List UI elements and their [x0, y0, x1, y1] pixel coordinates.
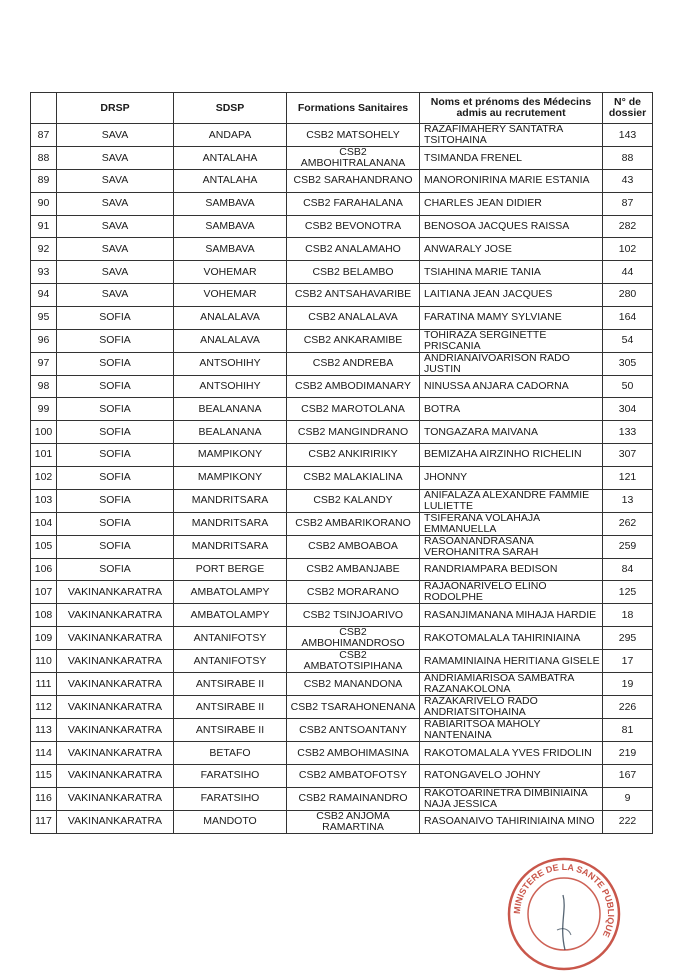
dossier-cell: 305 [603, 352, 653, 375]
dossier-cell: 295 [603, 627, 653, 650]
row-index: 115 [31, 764, 57, 787]
row-index: 102 [31, 466, 57, 489]
name-cell: RAJAONARIVELO ELINO RODOLPHE [420, 581, 603, 604]
formation-cell: CSB2 MAROTOLANA [287, 398, 420, 421]
sdsp-cell: VOHEMAR [174, 261, 287, 284]
table-row [31, 512, 653, 535]
drsp-cell: VAKINANKARATRA [57, 581, 174, 604]
table-row [31, 466, 653, 489]
row-index: 89 [31, 170, 57, 193]
name-cell: RAKOTOMALALA YVES FRIDOLIN [420, 742, 603, 765]
sdsp-cell: MANDRITSARA [174, 489, 287, 512]
name-cell: RATONGAVELO JOHNY [420, 764, 603, 787]
row-index: 87 [31, 124, 57, 147]
formation-cell: CSB2 BELAMBO [287, 261, 420, 284]
name-cell: BENOSOA JACQUES RAISSA [420, 215, 603, 238]
table-row [31, 443, 653, 466]
table-row [31, 421, 653, 444]
formation-cell: CSB2 TSINJOARIVO [287, 604, 420, 627]
name-cell: JHONNY [420, 466, 603, 489]
formation-cell: CSB2 AMBARIKORANO [287, 512, 420, 535]
name-cell: LAITIANA JEAN JACQUES [420, 283, 603, 306]
table-row [31, 124, 653, 147]
header-sdsp: SDSP [174, 93, 287, 124]
table-row [31, 261, 653, 284]
drsp-cell: VAKINANKARATRA [57, 696, 174, 719]
sdsp-cell: ANTSIRABE II [174, 696, 287, 719]
row-index: 94 [31, 283, 57, 306]
row-index: 98 [31, 375, 57, 398]
row-index: 105 [31, 535, 57, 558]
table-row [31, 673, 653, 696]
drsp-cell: VAKINANKARATRA [57, 787, 174, 810]
row-index: 110 [31, 650, 57, 673]
row-index: 99 [31, 398, 57, 421]
row-index: 111 [31, 673, 57, 696]
dossier-cell: 18 [603, 604, 653, 627]
table-row [31, 810, 653, 833]
formation-cell: CSB2 FARAHALANA [287, 192, 420, 215]
row-index: 114 [31, 742, 57, 765]
sdsp-cell: BEALANANA [174, 398, 287, 421]
table-row [31, 696, 653, 719]
table-header-row [31, 93, 653, 124]
name-cell: RASANJIMANANA MIHAJA HARDIE [420, 604, 603, 627]
table-row [31, 581, 653, 604]
table-row [31, 398, 653, 421]
sdsp-cell: FARATSIHO [174, 787, 287, 810]
drsp-cell: VAKINANKARATRA [57, 810, 174, 833]
table-row [31, 604, 653, 627]
sdsp-cell: MAMPIKONY [174, 466, 287, 489]
header-formations: Formations Sanitaires [287, 93, 420, 124]
drsp-cell: SOFIA [57, 558, 174, 581]
table-row [31, 329, 653, 352]
row-index: 107 [31, 581, 57, 604]
sdsp-cell: BEALANANA [174, 421, 287, 444]
row-index: 92 [31, 238, 57, 261]
row-index: 113 [31, 719, 57, 742]
formation-cell: CSB2 AMBOHITRALANANA [287, 147, 420, 170]
formation-cell: CSB2 BEVONOTRA [287, 215, 420, 238]
formation-cell: CSB2 KALANDY [287, 489, 420, 512]
table-row [31, 215, 653, 238]
formation-cell: CSB2 AMBANJABE [287, 558, 420, 581]
row-index: 95 [31, 306, 57, 329]
drsp-cell: SAVA [57, 170, 174, 193]
row-index: 104 [31, 512, 57, 535]
drsp-cell: SOFIA [57, 306, 174, 329]
dossier-cell: 88 [603, 147, 653, 170]
table-row [31, 489, 653, 512]
row-index: 103 [31, 489, 57, 512]
table-row [31, 787, 653, 810]
sdsp-cell: AMBATOLAMPY [174, 581, 287, 604]
recruitment-table [30, 92, 653, 834]
formation-cell: CSB2 AMBATOTSIPIHANA [287, 650, 420, 673]
row-index: 93 [31, 261, 57, 284]
formation-cell: CSB2 MATSOHELY [287, 124, 420, 147]
drsp-cell: SOFIA [57, 443, 174, 466]
formation-cell: CSB2 AMBOHIMASINA [287, 742, 420, 765]
sdsp-cell: SAMBAVA [174, 238, 287, 261]
name-cell: TSIMANDA FRENEL [420, 147, 603, 170]
drsp-cell: SAVA [57, 147, 174, 170]
dossier-cell: 307 [603, 443, 653, 466]
sdsp-cell: ANTSIRABE II [174, 673, 287, 696]
formation-cell: CSB2 ANTSOANTANY [287, 719, 420, 742]
table-row [31, 147, 653, 170]
table-body [31, 124, 653, 834]
row-index: 100 [31, 421, 57, 444]
formation-cell: CSB2 ANTSAHAVARIBE [287, 283, 420, 306]
formation-cell: CSB2 AMBOHIMANDROSO [287, 627, 420, 650]
dossier-cell: 259 [603, 535, 653, 558]
dossier-cell: 54 [603, 329, 653, 352]
sdsp-cell: FARATSIHO [174, 764, 287, 787]
formation-cell: CSB2 MALAKIALINA [287, 466, 420, 489]
name-cell: BOTRA [420, 398, 603, 421]
drsp-cell: SAVA [57, 192, 174, 215]
drsp-cell: VAKINANKARATRA [57, 604, 174, 627]
table-row [31, 170, 653, 193]
table-row [31, 352, 653, 375]
dossier-cell: 50 [603, 375, 653, 398]
sdsp-cell: MAMPIKONY [174, 443, 287, 466]
table-row [31, 558, 653, 581]
dossier-cell: 9 [603, 787, 653, 810]
row-index: 116 [31, 787, 57, 810]
table-row [31, 764, 653, 787]
table-row [31, 719, 653, 742]
drsp-cell: SOFIA [57, 512, 174, 535]
formation-cell: CSB2 ANKIRIRIKY [287, 443, 420, 466]
dossier-cell: 102 [603, 238, 653, 261]
dossier-cell: 121 [603, 466, 653, 489]
row-index: 109 [31, 627, 57, 650]
drsp-cell: VAKINANKARATRA [57, 719, 174, 742]
table-row [31, 375, 653, 398]
sdsp-cell: ANTALAHA [174, 170, 287, 193]
dossier-cell: 262 [603, 512, 653, 535]
drsp-cell: SAVA [57, 238, 174, 261]
drsp-cell: SOFIA [57, 421, 174, 444]
name-cell: MANORONIRINA MARIE ESTANIA [420, 170, 603, 193]
name-cell: RAKOTOARINETRA DIMBINIAINA NAJA JESSICA [420, 787, 603, 810]
sdsp-cell: VOHEMAR [174, 283, 287, 306]
dossier-cell: 304 [603, 398, 653, 421]
row-index: 91 [31, 215, 57, 238]
row-index: 90 [31, 192, 57, 215]
formation-cell: CSB2 AMBODIMANARY [287, 375, 420, 398]
name-cell: TSIFERANA VOLAHAJA EMMANUELLA [420, 512, 603, 535]
sdsp-cell: ANTALAHA [174, 147, 287, 170]
dossier-cell: 84 [603, 558, 653, 581]
dossier-cell: 87 [603, 192, 653, 215]
table-row [31, 306, 653, 329]
sdsp-cell: MANDRITSARA [174, 535, 287, 558]
sdsp-cell: ANALALAVA [174, 306, 287, 329]
sdsp-cell: ANTANIFOTSY [174, 627, 287, 650]
row-index: 97 [31, 352, 57, 375]
drsp-cell: SOFIA [57, 535, 174, 558]
name-cell: RASOANANDRASANA VEROHANITRA SARAH [420, 535, 603, 558]
row-index: 101 [31, 443, 57, 466]
row-index: 117 [31, 810, 57, 833]
name-cell: ANWARALY JOSE [420, 238, 603, 261]
drsp-cell: VAKINANKARATRA [57, 673, 174, 696]
drsp-cell: VAKINANKARATRA [57, 764, 174, 787]
document-page [30, 92, 652, 834]
stamp-text: MINISTERE DE LA SANTE PUBLIQUE [511, 861, 617, 939]
drsp-cell: SOFIA [57, 466, 174, 489]
name-cell: FARATINA MAMY SYLVIANE [420, 306, 603, 329]
header-index [31, 93, 57, 124]
table-row [31, 535, 653, 558]
name-cell: ANIFALAZA ALEXANDRE FAMMIE LULIETTE [420, 489, 603, 512]
name-cell: TSIAHINA MARIE TANIA [420, 261, 603, 284]
formation-cell: CSB2 AMBOABOA [287, 535, 420, 558]
row-index: 108 [31, 604, 57, 627]
sdsp-cell: ANTSOHIHY [174, 375, 287, 398]
drsp-cell: SOFIA [57, 398, 174, 421]
name-cell: ANDRIAMIARISOA SAMBATRA RAZANAKOLONA [420, 673, 603, 696]
sdsp-cell: MANDRITSARA [174, 512, 287, 535]
sdsp-cell: ANTSIRABE II [174, 719, 287, 742]
sdsp-cell: PORT BERGE [174, 558, 287, 581]
name-cell: CHARLES JEAN DIDIER [420, 192, 603, 215]
drsp-cell: VAKINANKARATRA [57, 627, 174, 650]
name-cell: TONGAZARA MAIVANA [420, 421, 603, 444]
drsp-cell: VAKINANKARATRA [57, 742, 174, 765]
table-row [31, 283, 653, 306]
dossier-cell: 81 [603, 719, 653, 742]
table-row [31, 742, 653, 765]
sdsp-cell: ANALALAVA [174, 329, 287, 352]
sdsp-cell: ANDAPA [174, 124, 287, 147]
drsp-cell: SOFIA [57, 489, 174, 512]
formation-cell: CSB2 SARAHANDRANO [287, 170, 420, 193]
drsp-cell: SAVA [57, 124, 174, 147]
name-cell: BEMIZAHA AIRZINHO RICHELIN [420, 443, 603, 466]
row-index: 112 [31, 696, 57, 719]
official-stamp-icon [505, 855, 623, 973]
formation-cell: CSB2 AMBATOFOTSY [287, 764, 420, 787]
sdsp-cell: BETAFO [174, 742, 287, 765]
drsp-cell: SAVA [57, 283, 174, 306]
table-row [31, 238, 653, 261]
dossier-cell: 164 [603, 306, 653, 329]
drsp-cell: VAKINANKARATRA [57, 650, 174, 673]
sdsp-cell: MANDOTO [174, 810, 287, 833]
row-index: 88 [31, 147, 57, 170]
name-cell: NINUSSA ANJARA CADORNA [420, 375, 603, 398]
formation-cell: CSB2 ANJOMA RAMARTINA [287, 810, 420, 833]
dossier-cell: 13 [603, 489, 653, 512]
name-cell: RAKOTOMALALA TAHIRINIAINA [420, 627, 603, 650]
dossier-cell: 43 [603, 170, 653, 193]
header-names: Noms et prénoms des Médecins admis au recrutement [420, 93, 603, 124]
dossier-cell: 19 [603, 673, 653, 696]
sdsp-cell: ANTANIFOTSY [174, 650, 287, 673]
dossier-cell: 280 [603, 283, 653, 306]
drsp-cell: SAVA [57, 261, 174, 284]
sdsp-cell: SAMBAVA [174, 192, 287, 215]
name-cell: RANDRIAMPARA BEDISON [420, 558, 603, 581]
table-row [31, 192, 653, 215]
sdsp-cell: AMBATOLAMPY [174, 604, 287, 627]
name-cell: TOHIRAZA SERGINETTE PRISCANIA [420, 329, 603, 352]
row-index: 96 [31, 329, 57, 352]
svg-text:MINISTERE DE LA SANTE PUBLIQUE [512, 862, 616, 939]
formation-cell: CSB2 RAMAINANDRO [287, 787, 420, 810]
sdsp-cell: ANTSOHIHY [174, 352, 287, 375]
table-row [31, 627, 653, 650]
formation-cell: CSB2 ANALALAVA [287, 306, 420, 329]
sdsp-cell: SAMBAVA [174, 215, 287, 238]
formation-cell: CSB2 MANANDONA [287, 673, 420, 696]
formation-cell: CSB2 ANALAMAHO [287, 238, 420, 261]
dossier-cell: 222 [603, 810, 653, 833]
dossier-cell: 143 [603, 124, 653, 147]
dossier-cell: 44 [603, 261, 653, 284]
drsp-cell: SOFIA [57, 329, 174, 352]
formation-cell: CSB2 ANDREBA [287, 352, 420, 375]
drsp-cell: SOFIA [57, 352, 174, 375]
name-cell: RABIARITSOA MAHOLY NANTENAINA [420, 719, 603, 742]
name-cell: ANDRIANAIVOARISON RADO JUSTIN [420, 352, 603, 375]
name-cell: RAZAKARIVELO RADO ANDRIATSITOHAINA [420, 696, 603, 719]
header-drsp: DRSP [57, 93, 174, 124]
row-index: 106 [31, 558, 57, 581]
dossier-cell: 133 [603, 421, 653, 444]
dossier-cell: 17 [603, 650, 653, 673]
formation-cell: CSB2 MORARANO [287, 581, 420, 604]
dossier-cell: 125 [603, 581, 653, 604]
dossier-cell: 226 [603, 696, 653, 719]
formation-cell: CSB2 TSARAHONENANA [287, 696, 420, 719]
dossier-cell: 167 [603, 764, 653, 787]
formation-cell: CSB2 ANKARAMIBE [287, 329, 420, 352]
dossier-cell: 219 [603, 742, 653, 765]
name-cell: RASOANAIVO TAHIRINIAINA MINO [420, 810, 603, 833]
table-row [31, 650, 653, 673]
formation-cell: CSB2 MANGINDRANO [287, 421, 420, 444]
header-dossier: N° de dossier [603, 93, 653, 124]
dossier-cell: 282 [603, 215, 653, 238]
name-cell: RAMAMINIAINA HERITIANA GISELE [420, 650, 603, 673]
drsp-cell: SAVA [57, 215, 174, 238]
name-cell: RAZAFIMAHERY SANTATRA TSITOHAINA [420, 124, 603, 147]
drsp-cell: SOFIA [57, 375, 174, 398]
